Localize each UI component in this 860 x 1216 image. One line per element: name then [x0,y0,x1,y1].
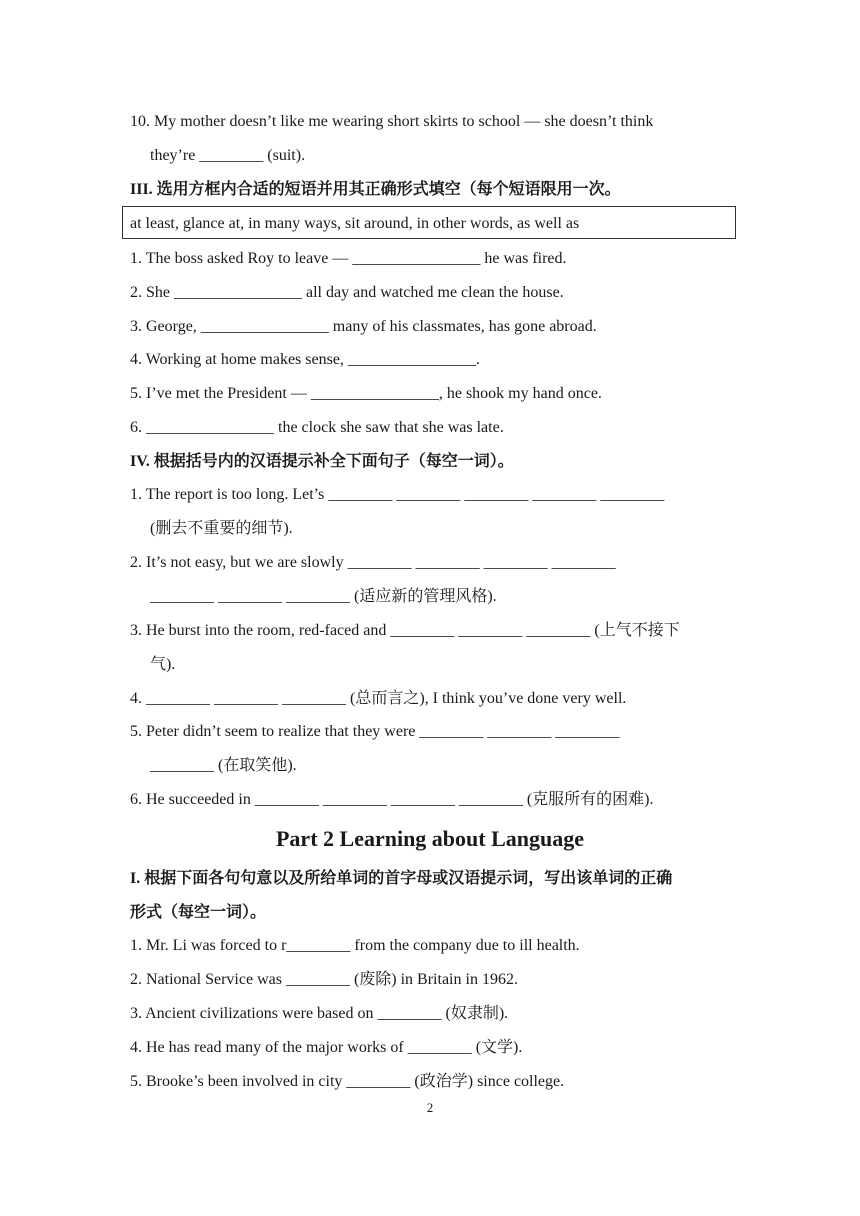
question-10-line1: 10. My mother doesn’t like me wearing short skirts to school — she doesn’t think [130,113,654,130]
section-4-item-3-line1: 3. He burst into the room, red-faced and ________ ________ ________ (上气不接下 [130,622,680,639]
section-4-item-1-line2: (删去不重要的细节). [150,520,293,537]
part-2-item-1: 1. Mr. Li was forced to r________ from the company due to ill health. [130,937,580,954]
part-2-section-1-heading-line2: 形式（每空一词）。 [130,904,267,921]
section-4-item-2-line1: 2. It’s not easy, but we are slowly ________ ________ ________ ________ [130,554,616,571]
section-4-item-5-line1: 5. Peter didn’t seem to realize that they were ________ ________ ________ [130,723,620,740]
section-4-item-4: 4. ________ ________ ________ (总而言之), I think you’ve done very well. [130,690,627,707]
section-3-item-5: 5. I’ve met the President — ________________, he shook my hand once. [130,385,602,402]
section-3-item-6: 6. ________________ the clock she saw that she was late. [130,419,504,436]
section-3-heading: III. 选用方框内合适的短语并用其正确形式填空（每个短语限用一次。 [130,181,621,198]
section-3-item-2: 2. She ________________ all day and watched me clean the house. [130,284,564,301]
section-3-item-3: 3. George, ________________ many of his classmates, has gone abroad. [130,318,597,335]
part-2-item-4: 4. He has read many of the major works of ________ (文学). [130,1039,523,1056]
phrase-box [122,206,736,239]
part-2-title: Part 2 Learning about Language [275,826,585,851]
section-4-item-6: 6. He succeeded in ________ ________ ________ ________ (克服所有的困难). [130,791,654,808]
page-number: 2 [426,1100,434,1115]
question-10-line2: they’re ________ (suit). [150,147,306,164]
part-2-item-2: 2. National Service was ________ (废除) in Britain in 1962. [130,971,518,988]
part-2-item-5: 5. Brooke’s been involved in city ________ (政治学) since college. [130,1073,565,1090]
phrase-box-text: at least, glance at, in many ways, sit around, in other words, as well as [130,215,580,232]
section-4-item-1-line1: 1. The report is too long. Let’s ________ ________ ________ ________ ________ [130,486,665,503]
section-4-item-2-line2: ________ ________ ________ (适应新的管理风格). [150,588,497,605]
section-3-item-4: 4. Working at home makes sense, ________________. [130,351,480,368]
part-2-item-3: 3. Ancient civilizations were based on ________ (奴隶制). [130,1005,509,1022]
part-2-section-1-heading-line1: I. 根据下面各句句意以及所给单词的首字母或汉语提示词，写出该单词的正确 [130,870,673,887]
section-4-item-3-line2: 气). [150,656,176,673]
section-3-item-1: 1. The boss asked Roy to leave — ________________ he was fired. [130,250,567,267]
section-4-item-5-line2: ________ (在取笑他). [150,757,297,774]
section-4-heading: IV. 根据括号内的汉语提示补全下面句子（每空一词）。 [130,453,514,470]
